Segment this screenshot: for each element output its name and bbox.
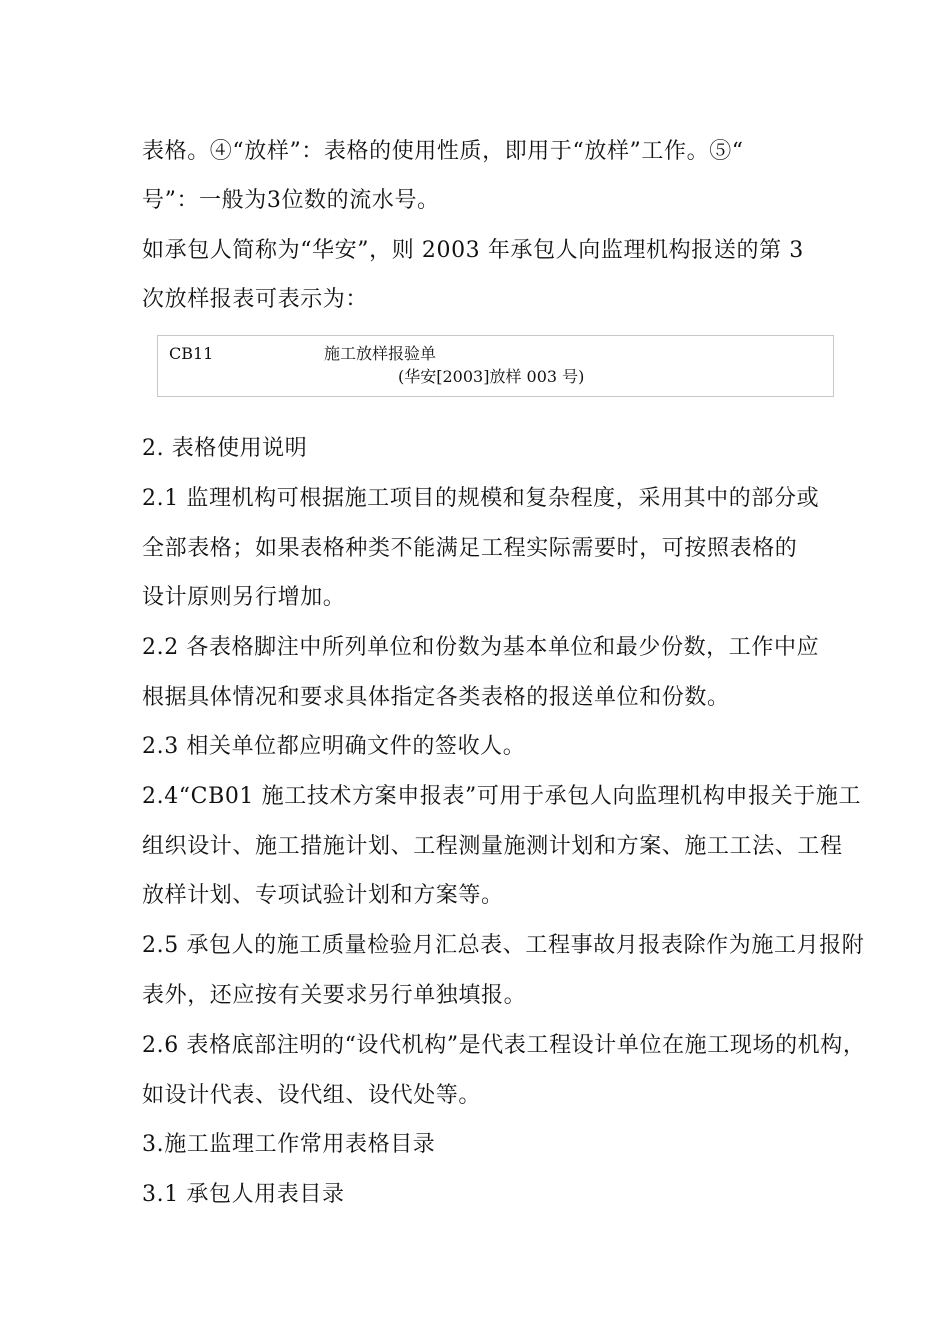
- paragraph-line: 全部表格；如果表格种类不能满足工程实际需要时，可按照表格的: [142, 536, 798, 561]
- paragraph-line: 如设计代表、设代组、设代处等。: [142, 1083, 482, 1108]
- paragraph-line: 2.6 表格底部注明的“设代机构”是代表工程设计单位在施工现场的机构，: [142, 1033, 866, 1058]
- paragraph-line: 组织设计、施工措施计划、工程测量施测计划和方案、施工工法、工程: [142, 834, 843, 859]
- paragraph-line: 号”：一般为3位数的流水号。: [142, 188, 440, 213]
- example-form-header: [157, 335, 834, 397]
- paragraph-line: 根据具体情况和要求具体指定各类表格的报送单位和份数。: [142, 685, 730, 710]
- paragraph-line: 2.5 承包人的施工质量检验月汇总表、工程事故月报表除作为施工月报附: [142, 933, 865, 958]
- paragraph-line: 如承包人简称为“华安”，则 2003 年承包人向监理机构报送的第 3: [142, 238, 804, 263]
- paragraph-line: 2.4“CB01 施工技术方案申报表”可用于承包人向监理机构申报关于施工: [142, 784, 862, 809]
- paragraph-line: 2.3 相关单位都应明确文件的签收人。: [142, 734, 526, 759]
- section-heading: 3.施工监理工作常用表格目录: [142, 1132, 436, 1157]
- paragraph-line: 2.1 监理机构可根据施工项目的规模和复杂程度，采用其中的部分或: [142, 486, 820, 511]
- section-heading: 3.1 承包人用表目录: [142, 1182, 345, 1207]
- form-number: (华安[2003]放样 003 号): [398, 367, 585, 386]
- paragraph-line: 表外，还应按有关要求另行单独填报。: [142, 983, 527, 1008]
- section-heading: 2. 表格使用说明: [142, 436, 308, 461]
- paragraph-line: 2.2 各表格脚注中所列单位和份数为基本单位和最少份数，工作中应: [142, 635, 820, 660]
- paragraph-line: 表格。④“放样”：表格的使用性质，即用于“放样”工作。⑤“: [142, 139, 744, 164]
- form-code: CB11: [169, 344, 214, 363]
- paragraph-line: 设计原则另行增加。: [142, 585, 346, 610]
- paragraph-line: 放样计划、专项试验计划和方案等。: [142, 883, 504, 908]
- paragraph-line: 次放样报表可表示为：: [142, 287, 369, 312]
- form-title: 施工放样报验单: [324, 344, 437, 363]
